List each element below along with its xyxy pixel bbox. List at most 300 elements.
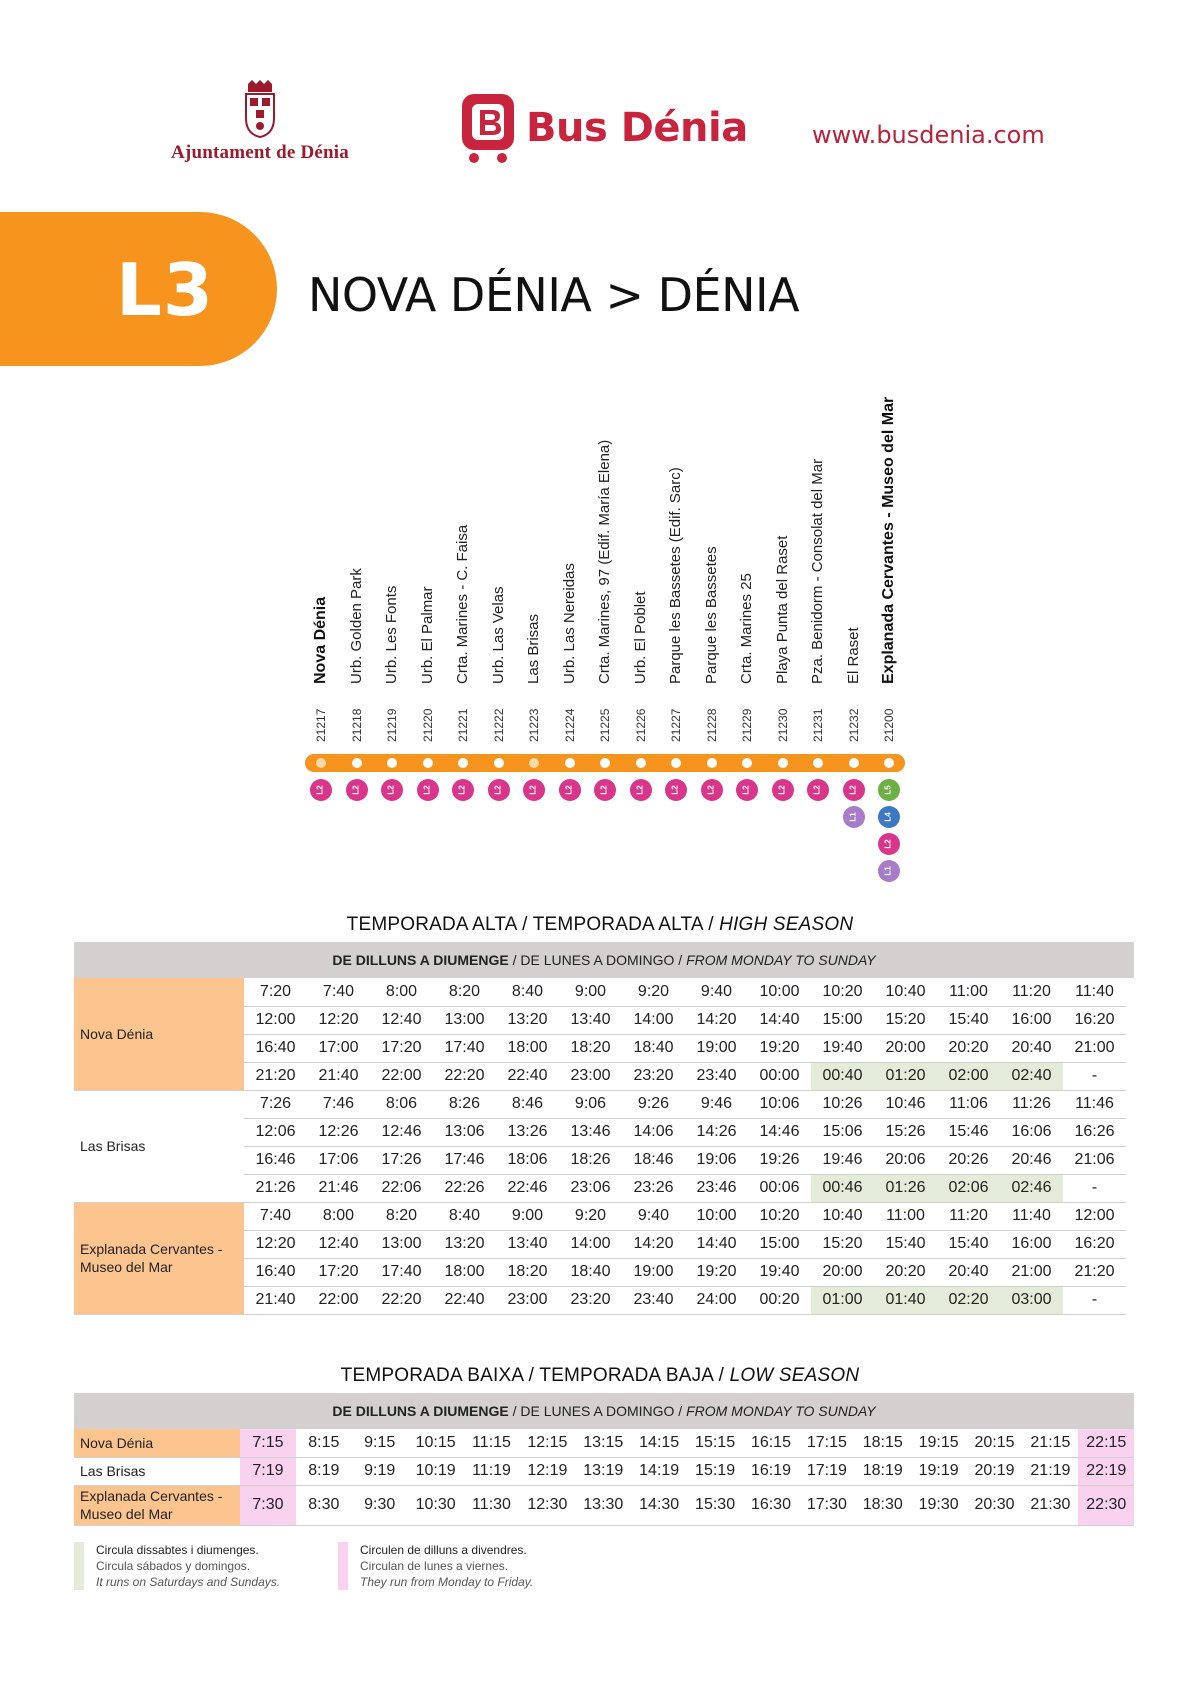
stop-name: Explanada Cervantes - Museo del Mar <box>880 396 897 684</box>
stop-dot <box>671 758 681 768</box>
departure-time: 18:40 <box>622 1034 685 1062</box>
departure-time: 22:19 <box>1078 1457 1134 1485</box>
departure-time: 16:19 <box>743 1457 799 1485</box>
connection-badge: L2 <box>630 779 652 801</box>
departure-time: 12:26 <box>307 1118 370 1146</box>
departure-time: 00:20 <box>748 1286 811 1314</box>
departure-time: 8:30 <box>296 1485 352 1525</box>
stop-dot <box>707 758 717 768</box>
departure-time: 19:26 <box>748 1146 811 1174</box>
departure-time: 9:20 <box>559 1202 622 1230</box>
stop-code: 21217 <box>314 708 328 742</box>
departure-time: 12:20 <box>244 1230 307 1258</box>
departure-time: 11:00 <box>937 978 1000 1006</box>
departure-time: 17:40 <box>433 1034 496 1062</box>
stop-code: 21230 <box>775 708 790 742</box>
stop-dot <box>742 758 752 768</box>
departure-time: 20:15 <box>967 1429 1023 1457</box>
departure-time: 03:00 <box>1000 1286 1063 1314</box>
stop-name: Urb. El Poblet <box>631 591 649 684</box>
departure-time: 13:30 <box>575 1485 631 1525</box>
departure-time: 16:46 <box>244 1146 307 1174</box>
table-row <box>74 1457 1134 1485</box>
departure-time: 10:20 <box>811 978 874 1006</box>
departure-time: 21:19 <box>1022 1457 1078 1485</box>
departure-time: - <box>1063 1062 1126 1090</box>
departure-time: 10:46 <box>874 1090 937 1118</box>
weekday-swatch <box>338 1542 348 1590</box>
departure-time: 14:15 <box>631 1429 687 1457</box>
departure-time: 10:00 <box>685 1202 748 1230</box>
low-season-title: TEMPORADA BAIXA / TEMPORADA BAJA / LOW SEASON <box>340 1365 860 1386</box>
departure-time: 23:00 <box>496 1286 559 1314</box>
connection-badge: L2 <box>807 779 829 801</box>
departure-time: 13:00 <box>370 1230 433 1258</box>
departure-time: 21:00 <box>1000 1258 1063 1286</box>
departure-time: 18:00 <box>433 1258 496 1286</box>
departure-time: 18:30 <box>855 1485 911 1525</box>
departure-time: 15:40 <box>937 1230 1000 1258</box>
stop-name: Playa Punta del Raset <box>773 535 791 684</box>
departure-time: 13:00 <box>433 1006 496 1034</box>
connection-badge: L4 <box>878 806 900 828</box>
connection-badge: L2 <box>381 779 403 801</box>
departure-time: 19:46 <box>811 1146 874 1174</box>
departure-time: 19:40 <box>811 1034 874 1062</box>
departure-time: 15:40 <box>874 1230 937 1258</box>
departure-time: 18:20 <box>559 1034 622 1062</box>
departure-time: 23:26 <box>622 1174 685 1202</box>
departure-time: 22:00 <box>370 1062 433 1090</box>
website-link[interactable]: www.busdenia.com <box>812 121 1045 149</box>
departure-time: 10:40 <box>811 1202 874 1230</box>
departure-time: 7:20 <box>244 978 307 1006</box>
departure-time: 23:00 <box>559 1062 622 1090</box>
departure-time: 16:26 <box>1063 1118 1126 1146</box>
stop-code: 21221 <box>456 708 470 742</box>
departure-time: 19:19 <box>911 1457 967 1485</box>
departure-time: 12:30 <box>519 1485 575 1525</box>
stop-code: 21231 <box>811 708 825 742</box>
departure-time: 11:30 <box>464 1485 520 1525</box>
timetable-stop-name: Explanada Cervantes - Museo del Mar <box>74 1202 244 1314</box>
departure-time: 18:26 <box>559 1146 622 1174</box>
departure-time: 15:06 <box>811 1118 874 1146</box>
line-code: L3 <box>116 248 214 332</box>
departure-time: 16:00 <box>1000 1006 1063 1034</box>
departure-time: 22:15 <box>1078 1429 1134 1457</box>
departure-time: 24:00 <box>685 1286 748 1314</box>
departure-time: 8:20 <box>433 978 496 1006</box>
departure-time: 12:19 <box>519 1457 575 1485</box>
departure-time: 22:40 <box>496 1062 559 1090</box>
stop-dot <box>778 758 788 768</box>
departure-time: 10:06 <box>748 1090 811 1118</box>
departure-time: 22:20 <box>370 1286 433 1314</box>
departure-time: 01:20 <box>874 1062 937 1090</box>
departure-time: 17:30 <box>799 1485 855 1525</box>
low-season-days-bar: DE DILLUNS A DIUMENGE / DE LUNES A DOMINGO / FROM MONDAY TO SUNDAY <box>74 1393 1134 1429</box>
municipality-name: Ajuntament de Dénia <box>171 142 349 163</box>
stop-name: Urb. Les Fonts <box>383 585 400 684</box>
stop-dot <box>565 758 575 768</box>
departure-time: 9:40 <box>622 1202 685 1230</box>
stop-dot <box>423 758 433 768</box>
table-row <box>74 1090 1126 1118</box>
departure-time: 19:30 <box>911 1485 967 1525</box>
stop-name: El Raset <box>844 627 862 684</box>
departure-time: 20:30 <box>967 1485 1023 1525</box>
departure-time: 13:40 <box>559 1006 622 1034</box>
stop-name: Parque les Bassetes <box>702 546 720 684</box>
departure-time: 7:46 <box>307 1090 370 1118</box>
stop-dot <box>600 758 610 768</box>
departure-time: 18:46 <box>622 1146 685 1174</box>
departure-time: 02:06 <box>937 1174 1000 1202</box>
stop-name: Urb. Las Nereidas <box>560 563 578 684</box>
stop-name: Urb. Golden Park <box>347 568 365 684</box>
departure-time: 8:19 <box>296 1457 352 1485</box>
legend-weekday-es: Circulan de lunes a viernes. <box>360 1559 509 1573</box>
departure-time: 14:00 <box>559 1230 622 1258</box>
departure-time: 18:06 <box>496 1146 559 1174</box>
departure-time: 11:06 <box>937 1090 1000 1118</box>
stop-name: Crta. Marines - C. Faisa <box>454 524 471 684</box>
departure-time: 15:00 <box>748 1230 811 1258</box>
departure-time: 9:00 <box>496 1202 559 1230</box>
connection-badge: L2 <box>594 779 616 801</box>
departure-time: 9:06 <box>559 1090 622 1118</box>
stop-dot <box>352 758 362 768</box>
departure-time: 19:20 <box>685 1258 748 1286</box>
timetable-stop-name: Explanada Cervantes - Museo del Mar <box>74 1485 240 1525</box>
departure-time: 13:19 <box>575 1457 631 1485</box>
departure-time: 19:20 <box>748 1034 811 1062</box>
departure-time: 7:30 <box>240 1485 296 1525</box>
stop-dot <box>884 758 894 768</box>
departure-time: 14:06 <box>622 1118 685 1146</box>
departure-time: 14:20 <box>685 1006 748 1034</box>
departure-time: 12:15 <box>519 1429 575 1457</box>
stop-name: Nova Dénia <box>312 596 329 684</box>
departure-time: 10:20 <box>748 1202 811 1230</box>
table-row <box>74 1485 1134 1525</box>
departure-time: 00:06 <box>748 1174 811 1202</box>
departure-time: 22:20 <box>433 1062 496 1090</box>
legend-weekday-en: They run from Monday to Friday. <box>360 1575 534 1589</box>
departure-time: 12:20 <box>307 1006 370 1034</box>
departure-time: 9:00 <box>559 978 622 1006</box>
departure-time: 23:06 <box>559 1174 622 1202</box>
departure-time: 9:19 <box>352 1457 408 1485</box>
departure-time: 20:00 <box>874 1034 937 1062</box>
departure-time: 8:06 <box>370 1090 433 1118</box>
departure-time: 18:00 <box>496 1034 559 1062</box>
departure-time: 20:00 <box>811 1258 874 1286</box>
departure-time: 11:20 <box>1000 978 1063 1006</box>
departure-time: 15:19 <box>687 1457 743 1485</box>
table-row <box>74 978 1126 1006</box>
departure-time: 16:20 <box>1063 1230 1126 1258</box>
departure-time: 15:15 <box>687 1429 743 1457</box>
stop-code: 21224 <box>562 708 577 742</box>
departure-time: 11:20 <box>937 1202 1000 1230</box>
table-row <box>74 1429 1134 1457</box>
departure-time: 9:46 <box>685 1090 748 1118</box>
departure-time: 21:15 <box>1022 1429 1078 1457</box>
departure-time: 20:19 <box>967 1457 1023 1485</box>
departure-time: 21:40 <box>307 1062 370 1090</box>
departure-time: 8:20 <box>370 1202 433 1230</box>
stop-code: 21226 <box>633 708 648 742</box>
departure-time: 10:19 <box>408 1457 464 1485</box>
departure-time: 13:40 <box>496 1230 559 1258</box>
stop-code: 21219 <box>385 708 399 742</box>
departure-time: 21:20 <box>1063 1258 1126 1286</box>
connection-badge: L2 <box>665 779 687 801</box>
high-season-timetable <box>74 978 1126 1315</box>
departure-time: 19:40 <box>748 1258 811 1286</box>
departure-time: 13:20 <box>433 1230 496 1258</box>
departure-time: 20:40 <box>1000 1034 1063 1062</box>
connection-badge: L1 <box>843 806 865 828</box>
connection-badge: L2 <box>772 779 794 801</box>
stop-name: Pza. Benidorm - Consolat del Mar <box>809 458 826 684</box>
departure-time: 9:40 <box>685 978 748 1006</box>
stop-dot <box>458 758 468 768</box>
connection-badge: L1 <box>878 860 900 882</box>
departure-time: 7:40 <box>244 1202 307 1230</box>
connection-badge: L2 <box>346 779 368 801</box>
departure-time: 17:46 <box>433 1146 496 1174</box>
departure-time: 17:19 <box>799 1457 855 1485</box>
departure-time: 16:40 <box>244 1034 307 1062</box>
departure-time: 21:30 <box>1022 1485 1078 1525</box>
departure-time: 13:15 <box>575 1429 631 1457</box>
departure-time: 00:00 <box>748 1062 811 1090</box>
departure-time: 8:15 <box>296 1429 352 1457</box>
legend-weekday-ca: Circulen de dilluns a divendres. <box>360 1543 527 1557</box>
departure-time: 19:15 <box>911 1429 967 1457</box>
departure-time: 13:20 <box>496 1006 559 1034</box>
departure-time: 12:40 <box>307 1230 370 1258</box>
stop-code: 21225 <box>598 708 612 742</box>
stop-name: Las Brisas <box>525 613 542 684</box>
stop-name: Crta. Marines 25 <box>738 573 755 684</box>
departure-time: 17:00 <box>307 1034 370 1062</box>
departure-time: 00:46 <box>811 1174 874 1202</box>
stop-dot <box>494 758 504 768</box>
departure-time: 17:06 <box>307 1146 370 1174</box>
legend-weekday <box>338 1542 533 1590</box>
connection-badge: L2 <box>488 779 510 801</box>
departure-time: 10:26 <box>811 1090 874 1118</box>
departure-time: 23:46 <box>685 1174 748 1202</box>
departure-time: 8:26 <box>433 1090 496 1118</box>
connection-badge: L2 <box>878 833 900 855</box>
departure-time: 10:15 <box>408 1429 464 1457</box>
departure-time: 21:06 <box>1063 1146 1126 1174</box>
connection-badge: L2 <box>701 779 723 801</box>
legend-weekend-ca: Circula dissabtes i diumenges. <box>96 1543 259 1557</box>
departure-time: 20:06 <box>874 1146 937 1174</box>
legend-weekend-en: It runs on Saturdays and Sundays. <box>96 1575 281 1589</box>
departure-time: 15:20 <box>811 1230 874 1258</box>
departure-time: 13:46 <box>559 1118 622 1146</box>
departure-time: 17:40 <box>370 1258 433 1286</box>
stop-dot <box>636 758 646 768</box>
departure-time: 16:15 <box>743 1429 799 1457</box>
departure-time: 23:40 <box>622 1286 685 1314</box>
high-season-title: TEMPORADA ALTA / TEMPORADA ALTA / HIGH SEASON <box>346 914 854 935</box>
departure-time: 7:40 <box>307 978 370 1006</box>
departure-time: 21:40 <box>244 1286 307 1314</box>
stop-code: 21232 <box>846 708 861 742</box>
departure-time: 13:06 <box>433 1118 496 1146</box>
departure-time: 7:26 <box>244 1090 307 1118</box>
departure-time: 7:15 <box>240 1429 296 1457</box>
stop-dot <box>529 758 539 768</box>
departure-time: 15:20 <box>874 1006 937 1034</box>
stop-name: Urb. Las Velas <box>489 586 507 684</box>
weekend-swatch <box>74 1542 84 1590</box>
stop-dot <box>813 758 823 768</box>
stop-code: 21200 <box>882 708 896 742</box>
connection-badge: L2 <box>559 779 581 801</box>
departure-time: 21:20 <box>244 1062 307 1090</box>
departure-time: 00:40 <box>811 1062 874 1090</box>
departure-time: 16:30 <box>743 1485 799 1525</box>
departure-time: 14:26 <box>685 1118 748 1146</box>
stop-code: 21228 <box>704 708 719 742</box>
departure-time: 19:00 <box>685 1034 748 1062</box>
departure-time: 14:46 <box>748 1118 811 1146</box>
departure-time: 17:20 <box>370 1034 433 1062</box>
departure-time: 02:46 <box>1000 1174 1063 1202</box>
departure-time: 11:46 <box>1063 1090 1126 1118</box>
stop-code: 21227 <box>669 708 683 742</box>
stop-dot <box>387 758 397 768</box>
connection-badge: L2 <box>843 779 865 801</box>
departure-time: 22:30 <box>1078 1485 1134 1525</box>
stop-dot <box>849 758 859 768</box>
departure-time: 16:00 <box>1000 1230 1063 1258</box>
departure-time: 11:19 <box>464 1457 520 1485</box>
stop-name: Crta. Marines, 97 (Edif. María Elena) <box>596 439 613 684</box>
departure-time: 16:06 <box>1000 1118 1063 1146</box>
departure-time: 02:40 <box>1000 1062 1063 1090</box>
departure-time: 20:20 <box>874 1258 937 1286</box>
departure-time: 12:06 <box>244 1118 307 1146</box>
departure-time: 9:30 <box>352 1485 408 1525</box>
departure-time: 01:40 <box>874 1286 937 1314</box>
departure-time: - <box>1063 1286 1126 1314</box>
departure-time: 19:00 <box>622 1258 685 1286</box>
departure-time: 22:46 <box>496 1174 559 1202</box>
departure-time: 9:20 <box>622 978 685 1006</box>
departure-time: 15:26 <box>874 1118 937 1146</box>
legend-weekend <box>74 1542 280 1590</box>
departure-time: - <box>1063 1174 1126 1202</box>
departure-time: 15:00 <box>811 1006 874 1034</box>
departure-time: 21:46 <box>307 1174 370 1202</box>
departure-time: 14:20 <box>622 1230 685 1258</box>
timetable-stop-name: Nova Dénia <box>74 1429 240 1457</box>
departure-time: 14:30 <box>631 1485 687 1525</box>
departure-time: 19:06 <box>685 1146 748 1174</box>
route-title: NOVA DÉNIA > DÉNIA <box>308 268 800 322</box>
departure-time: 16:40 <box>244 1258 307 1286</box>
departure-time: 12:40 <box>370 1006 433 1034</box>
departure-time: 02:20 <box>937 1286 1000 1314</box>
departure-time: 12:00 <box>1063 1202 1126 1230</box>
stop-code: 21223 <box>527 708 541 742</box>
departure-time: 12:00 <box>244 1006 307 1034</box>
departure-time: 9:15 <box>352 1429 408 1457</box>
departure-time: 18:40 <box>559 1258 622 1286</box>
brand-name: Bus Dénia <box>526 105 748 151</box>
departure-time: 15:30 <box>687 1485 743 1525</box>
departure-time: 02:00 <box>937 1062 1000 1090</box>
departure-time: 22:00 <box>307 1286 370 1314</box>
departure-time: 20:20 <box>937 1034 1000 1062</box>
timetable-stop-name: Las Brisas <box>74 1457 240 1485</box>
connection-badge: L2 <box>417 779 439 801</box>
departure-time: 10:00 <box>748 978 811 1006</box>
departure-time: 21:00 <box>1063 1034 1126 1062</box>
departure-time: 11:40 <box>1063 978 1126 1006</box>
departure-time: 16:20 <box>1063 1006 1126 1034</box>
stop-dot <box>316 758 326 768</box>
timetable-stop-name: Nova Dénia <box>74 978 244 1090</box>
departure-time: 10:40 <box>874 978 937 1006</box>
stop-name: Urb. El Palmar <box>418 586 436 684</box>
timetable-stop-name: Las Brisas <box>74 1090 244 1202</box>
departure-time: 20:40 <box>937 1258 1000 1286</box>
departure-time: 15:40 <box>937 1006 1000 1034</box>
departure-time: 11:00 <box>874 1202 937 1230</box>
departure-time: 14:19 <box>631 1457 687 1485</box>
departure-time: 8:40 <box>433 1202 496 1230</box>
low-season-timetable <box>74 1429 1134 1526</box>
departure-time: 21:26 <box>244 1174 307 1202</box>
connection-badge: L2 <box>523 779 545 801</box>
departure-time: 14:40 <box>748 1006 811 1034</box>
departure-time: 23:20 <box>622 1062 685 1090</box>
connection-badge: L2 <box>452 779 474 801</box>
stop-name: Parque les Bassetes (Edif. Sarc) <box>667 467 684 684</box>
connection-badge: L5 <box>878 779 900 801</box>
departure-time: 12:46 <box>370 1118 433 1146</box>
departure-time: 22:06 <box>370 1174 433 1202</box>
stop-code: 21218 <box>349 708 364 742</box>
departure-time: 7:19 <box>240 1457 296 1485</box>
departure-time: 23:20 <box>559 1286 622 1314</box>
departure-time: 22:26 <box>433 1174 496 1202</box>
departure-time: 11:15 <box>464 1429 520 1457</box>
departure-time: 22:40 <box>433 1286 496 1314</box>
high-season-days-bar: DE DILLUNS A DIUMENGE / DE LUNES A DOMINGO / FROM MONDAY TO SUNDAY <box>74 942 1134 978</box>
departure-time: 14:40 <box>685 1230 748 1258</box>
departure-time: 17:20 <box>307 1258 370 1286</box>
departure-time: 20:46 <box>1000 1146 1063 1174</box>
table-row <box>74 1202 1126 1230</box>
departure-time: 11:26 <box>1000 1090 1063 1118</box>
departure-time: 18:20 <box>496 1258 559 1286</box>
departure-time: 20:26 <box>937 1146 1000 1174</box>
departure-time: 9:26 <box>622 1090 685 1118</box>
departure-time: 15:46 <box>937 1118 1000 1146</box>
